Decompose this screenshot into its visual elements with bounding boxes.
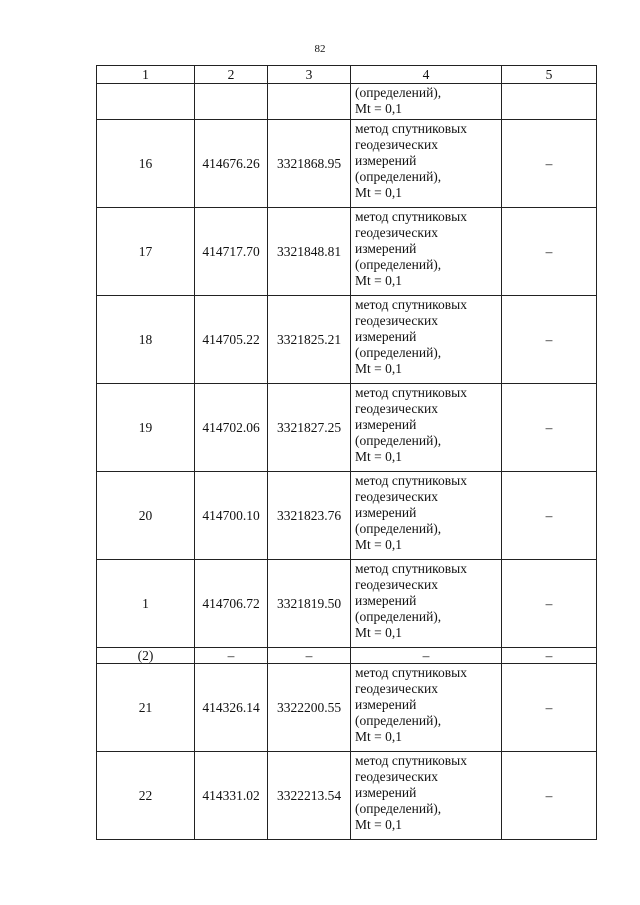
- point-number-cell: 17: [97, 208, 195, 296]
- point-number-cell: 18: [97, 296, 195, 384]
- x-coordinate-cell: –: [195, 648, 268, 664]
- method-cell: –: [351, 648, 502, 664]
- method-line: измерений: [355, 593, 417, 608]
- method-line: геодезических: [355, 577, 438, 592]
- table-row: [97, 120, 597, 208]
- y-coordinate-cell: 3321827.25: [268, 384, 351, 472]
- y-coordinate-cell: 3321848.81: [268, 208, 351, 296]
- point-number-cell: [97, 84, 195, 120]
- method-line: измерений: [355, 417, 417, 432]
- note-cell: –: [502, 120, 597, 208]
- method-line: (определений),: [355, 801, 442, 816]
- y-coordinate-cell: 3321825.21: [268, 296, 351, 384]
- method-line: Mt = 0,1: [355, 817, 402, 832]
- column-header: 4: [351, 66, 502, 84]
- method-line: Mt = 0,1: [355, 537, 402, 552]
- method-line: Mt = 0,1: [355, 361, 402, 376]
- method-line: (определений),: [355, 85, 442, 100]
- note-cell: –: [502, 664, 597, 752]
- table-row-gap: [97, 648, 597, 664]
- method-line: метод спутниковых: [355, 121, 467, 136]
- column-header: 3: [268, 66, 351, 84]
- point-number-cell: 20: [97, 472, 195, 560]
- table-row-continuation: [97, 84, 597, 120]
- x-coordinate-cell: [195, 84, 268, 120]
- note-cell: –: [502, 752, 597, 840]
- x-coordinate-cell: 414706.72: [195, 560, 268, 648]
- coordinates-table: [96, 65, 597, 840]
- table-row: [97, 208, 597, 296]
- method-line: геодезических: [355, 489, 438, 504]
- x-coordinate-cell: 414326.14: [195, 664, 268, 752]
- y-coordinate-cell: 3322213.54: [268, 752, 351, 840]
- x-coordinate-cell: 414331.02: [195, 752, 268, 840]
- point-number-cell: 22: [97, 752, 195, 840]
- y-coordinate-cell: 3321868.95: [268, 120, 351, 208]
- y-coordinate-cell: 3322200.55: [268, 664, 351, 752]
- method-line: (определений),: [355, 169, 442, 184]
- method-line: геодезических: [355, 225, 438, 240]
- method-cell: [351, 208, 502, 296]
- note-cell: [502, 84, 597, 120]
- column-header: 5: [502, 66, 597, 84]
- x-coordinate-cell: 414702.06: [195, 384, 268, 472]
- table-row: [97, 664, 597, 752]
- method-cell: [351, 84, 502, 120]
- method-line: геодезических: [355, 401, 438, 416]
- y-coordinate-cell: –: [268, 648, 351, 664]
- method-line: Mt = 0,1: [355, 185, 402, 200]
- method-line: измерений: [355, 153, 417, 168]
- method-line: геодезических: [355, 137, 438, 152]
- method-line: метод спутниковых: [355, 665, 467, 680]
- method-cell: [351, 664, 502, 752]
- table-row: [97, 472, 597, 560]
- method-line: геодезических: [355, 769, 438, 784]
- method-cell: [351, 120, 502, 208]
- method-line: (определений),: [355, 521, 442, 536]
- method-line: метод спутниковых: [355, 473, 467, 488]
- method-line: Mt = 0,1: [355, 449, 402, 464]
- column-header: 1: [97, 66, 195, 84]
- note-cell: –: [502, 648, 597, 664]
- y-coordinate-cell: 3321823.76: [268, 472, 351, 560]
- point-number-cell: 16: [97, 120, 195, 208]
- note-cell: –: [502, 560, 597, 648]
- method-line: измерений: [355, 329, 417, 344]
- method-line: метод спутниковых: [355, 209, 467, 224]
- method-cell: [351, 752, 502, 840]
- table-row: [97, 752, 597, 840]
- method-line: геодезических: [355, 681, 438, 696]
- x-coordinate-cell: 414700.10: [195, 472, 268, 560]
- method-line: метод спутниковых: [355, 385, 467, 400]
- table-row: [97, 384, 597, 472]
- column-header: 2: [195, 66, 268, 84]
- point-number-cell: 21: [97, 664, 195, 752]
- method-line: Mt = 0,1: [355, 729, 402, 744]
- y-coordinate-cell: [268, 84, 351, 120]
- table-header-row: [97, 66, 597, 84]
- method-line: метод спутниковых: [355, 753, 467, 768]
- method-cell: [351, 560, 502, 648]
- method-line: метод спутниковых: [355, 561, 467, 576]
- note-cell: –: [502, 472, 597, 560]
- method-line: Mt = 0,1: [355, 625, 402, 640]
- x-coordinate-cell: 414717.70: [195, 208, 268, 296]
- method-line: (определений),: [355, 257, 442, 272]
- y-coordinate-cell: 3321819.50: [268, 560, 351, 648]
- point-number-cell: (2): [97, 648, 195, 664]
- method-cell: [351, 472, 502, 560]
- method-line: геодезических: [355, 313, 438, 328]
- note-cell: –: [502, 384, 597, 472]
- method-line: Mt = 0,1: [355, 273, 402, 288]
- method-line: Mt = 0,1: [355, 101, 402, 116]
- method-line: (определений),: [355, 609, 442, 624]
- x-coordinate-cell: 414676.26: [195, 120, 268, 208]
- method-line: метод спутниковых: [355, 297, 467, 312]
- method-line: измерений: [355, 785, 417, 800]
- page-number: 82: [314, 43, 326, 55]
- method-line: измерений: [355, 505, 417, 520]
- method-line: измерений: [355, 697, 417, 712]
- method-line: измерений: [355, 241, 417, 256]
- x-coordinate-cell: 414705.22: [195, 296, 268, 384]
- note-cell: –: [502, 296, 597, 384]
- method-line: (определений),: [355, 345, 442, 360]
- method-cell: [351, 384, 502, 472]
- method-line: (определений),: [355, 713, 442, 728]
- method-cell: [351, 296, 502, 384]
- method-line: (определений),: [355, 433, 442, 448]
- point-number-cell: 19: [97, 384, 195, 472]
- table-row: [97, 560, 597, 648]
- point-number-cell: 1: [97, 560, 195, 648]
- table-row: [97, 296, 597, 384]
- note-cell: –: [502, 208, 597, 296]
